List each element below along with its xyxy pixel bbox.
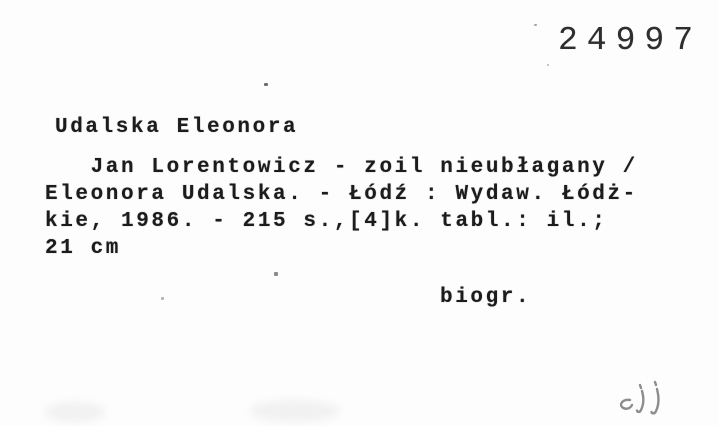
accession-number: 24997 [558, 22, 703, 59]
description-line: Jan Lorentowicz - zoil nieubłagany / [45, 156, 638, 179]
scan-speck [264, 83, 268, 86]
scan-speck [274, 272, 278, 276]
scan-speck [534, 24, 537, 26]
author-heading: Udalska Eleonora [55, 116, 299, 139]
handwritten-mark [606, 374, 680, 422]
scan-speck [547, 64, 549, 66]
scan-speck [161, 297, 164, 300]
genre-note: biogr. [440, 286, 532, 309]
description-line: 21 cm [45, 237, 122, 260]
handwritten-mark-drawing [606, 374, 680, 422]
description-line: Eleonora Udalska. - Łódź : Wydaw. Łódż- [45, 183, 638, 206]
scan-smudge [45, 402, 105, 422]
description-line: kie, 1986. - 215 s.,[4]k. tabl.: il.; [45, 210, 608, 233]
scan-smudge [250, 400, 340, 422]
bibliographic-description [45, 154, 638, 262]
